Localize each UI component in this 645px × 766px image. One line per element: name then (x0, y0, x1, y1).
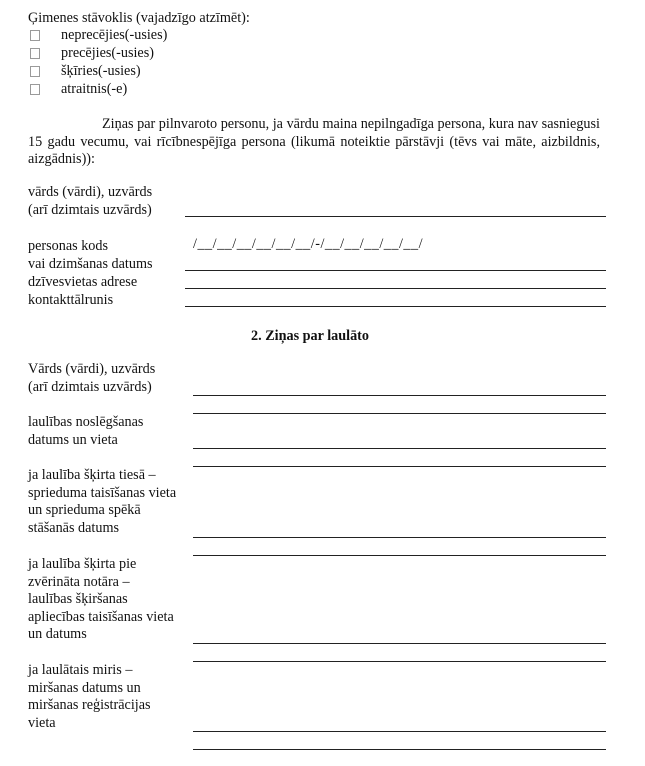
option-married-label: precējies(-usies) (61, 45, 154, 61)
notary-divorce-field-1[interactable] (193, 643, 606, 644)
guardian-intro-paragraph: Ziņas par pilnvaroto personu, ja vārdu maina nepilngadīga persona, kura nav sasniegusi 15 gadu vecumu, vai rīcībnespējīga persona (likumā noteiktie pārstāvji (tēvs vai māte, aizbildnis, aizgādnis)): (28, 116, 600, 167)
personal-code-mask[interactable]: /__/__/__/__/__/__/-/__/__/__/__/__/ (193, 236, 424, 252)
address-label: dzīvesvietas adrese (28, 274, 138, 290)
court-divorce-field-1[interactable] (193, 537, 606, 538)
marital-status-heading: Ģimenes stāvoklis (vajadzīgo atzīmēt): (28, 10, 250, 26)
option-unmarried-label: neprecējies(-usies) (61, 27, 168, 43)
birth-date-label: vai dzimšanas datums (28, 256, 153, 272)
checkbox-married[interactable] (30, 48, 40, 59)
phone-field[interactable] (185, 306, 606, 307)
spouse-section-title: 2. Ziņas par laulāto (251, 328, 369, 344)
court-divorce-field-2[interactable] (193, 555, 606, 556)
phone-label: kontakttālrunis (28, 292, 114, 308)
checkbox-divorced[interactable] (30, 66, 40, 77)
marriage-date-place-label: laulības noslēgšanas datums un vieta (28, 414, 144, 448)
guardian-name-field[interactable] (185, 216, 606, 217)
option-divorced-label: šķīries(-usies) (61, 63, 141, 79)
spouse-death-field-2[interactable] (193, 749, 606, 750)
spouse-name-field-2[interactable] (193, 413, 606, 414)
marriage-date-place-field-2[interactable] (193, 466, 606, 467)
address-field[interactable] (185, 288, 606, 289)
birth-date-field[interactable] (185, 270, 606, 271)
marriage-date-place-field-1[interactable] (193, 448, 606, 449)
guardian-name-label: vārds (vārdi), uzvārds (arī dzimtais uzvārds) (28, 184, 153, 218)
spouse-death-label: ja laulātais miris – miršanas datums un miršanas reģistrācijas vieta (28, 662, 151, 731)
spouse-death-field-1[interactable] (193, 731, 606, 732)
checkbox-widowed[interactable] (30, 84, 40, 95)
personal-code-label: personas kods (28, 238, 108, 254)
court-divorce-label: ja laulība šķirta tiesā – sprieduma taisīšanas vieta un sprieduma spēkā stāšanās datums (28, 467, 177, 536)
checkbox-unmarried[interactable] (30, 30, 40, 41)
notary-divorce-field-2[interactable] (193, 661, 606, 662)
spouse-name-label: Vārds (vārdi), uzvārds (arī dzimtais uzvārds) (28, 361, 156, 395)
option-widowed-label: atraitnis(-e) (61, 81, 128, 97)
spouse-name-field-1[interactable] (193, 395, 606, 396)
notary-divorce-label: ja laulība šķirta pie zvērināta notāra – laulības šķiršanas apliecības taisīšanas vieta un datums (28, 556, 174, 643)
